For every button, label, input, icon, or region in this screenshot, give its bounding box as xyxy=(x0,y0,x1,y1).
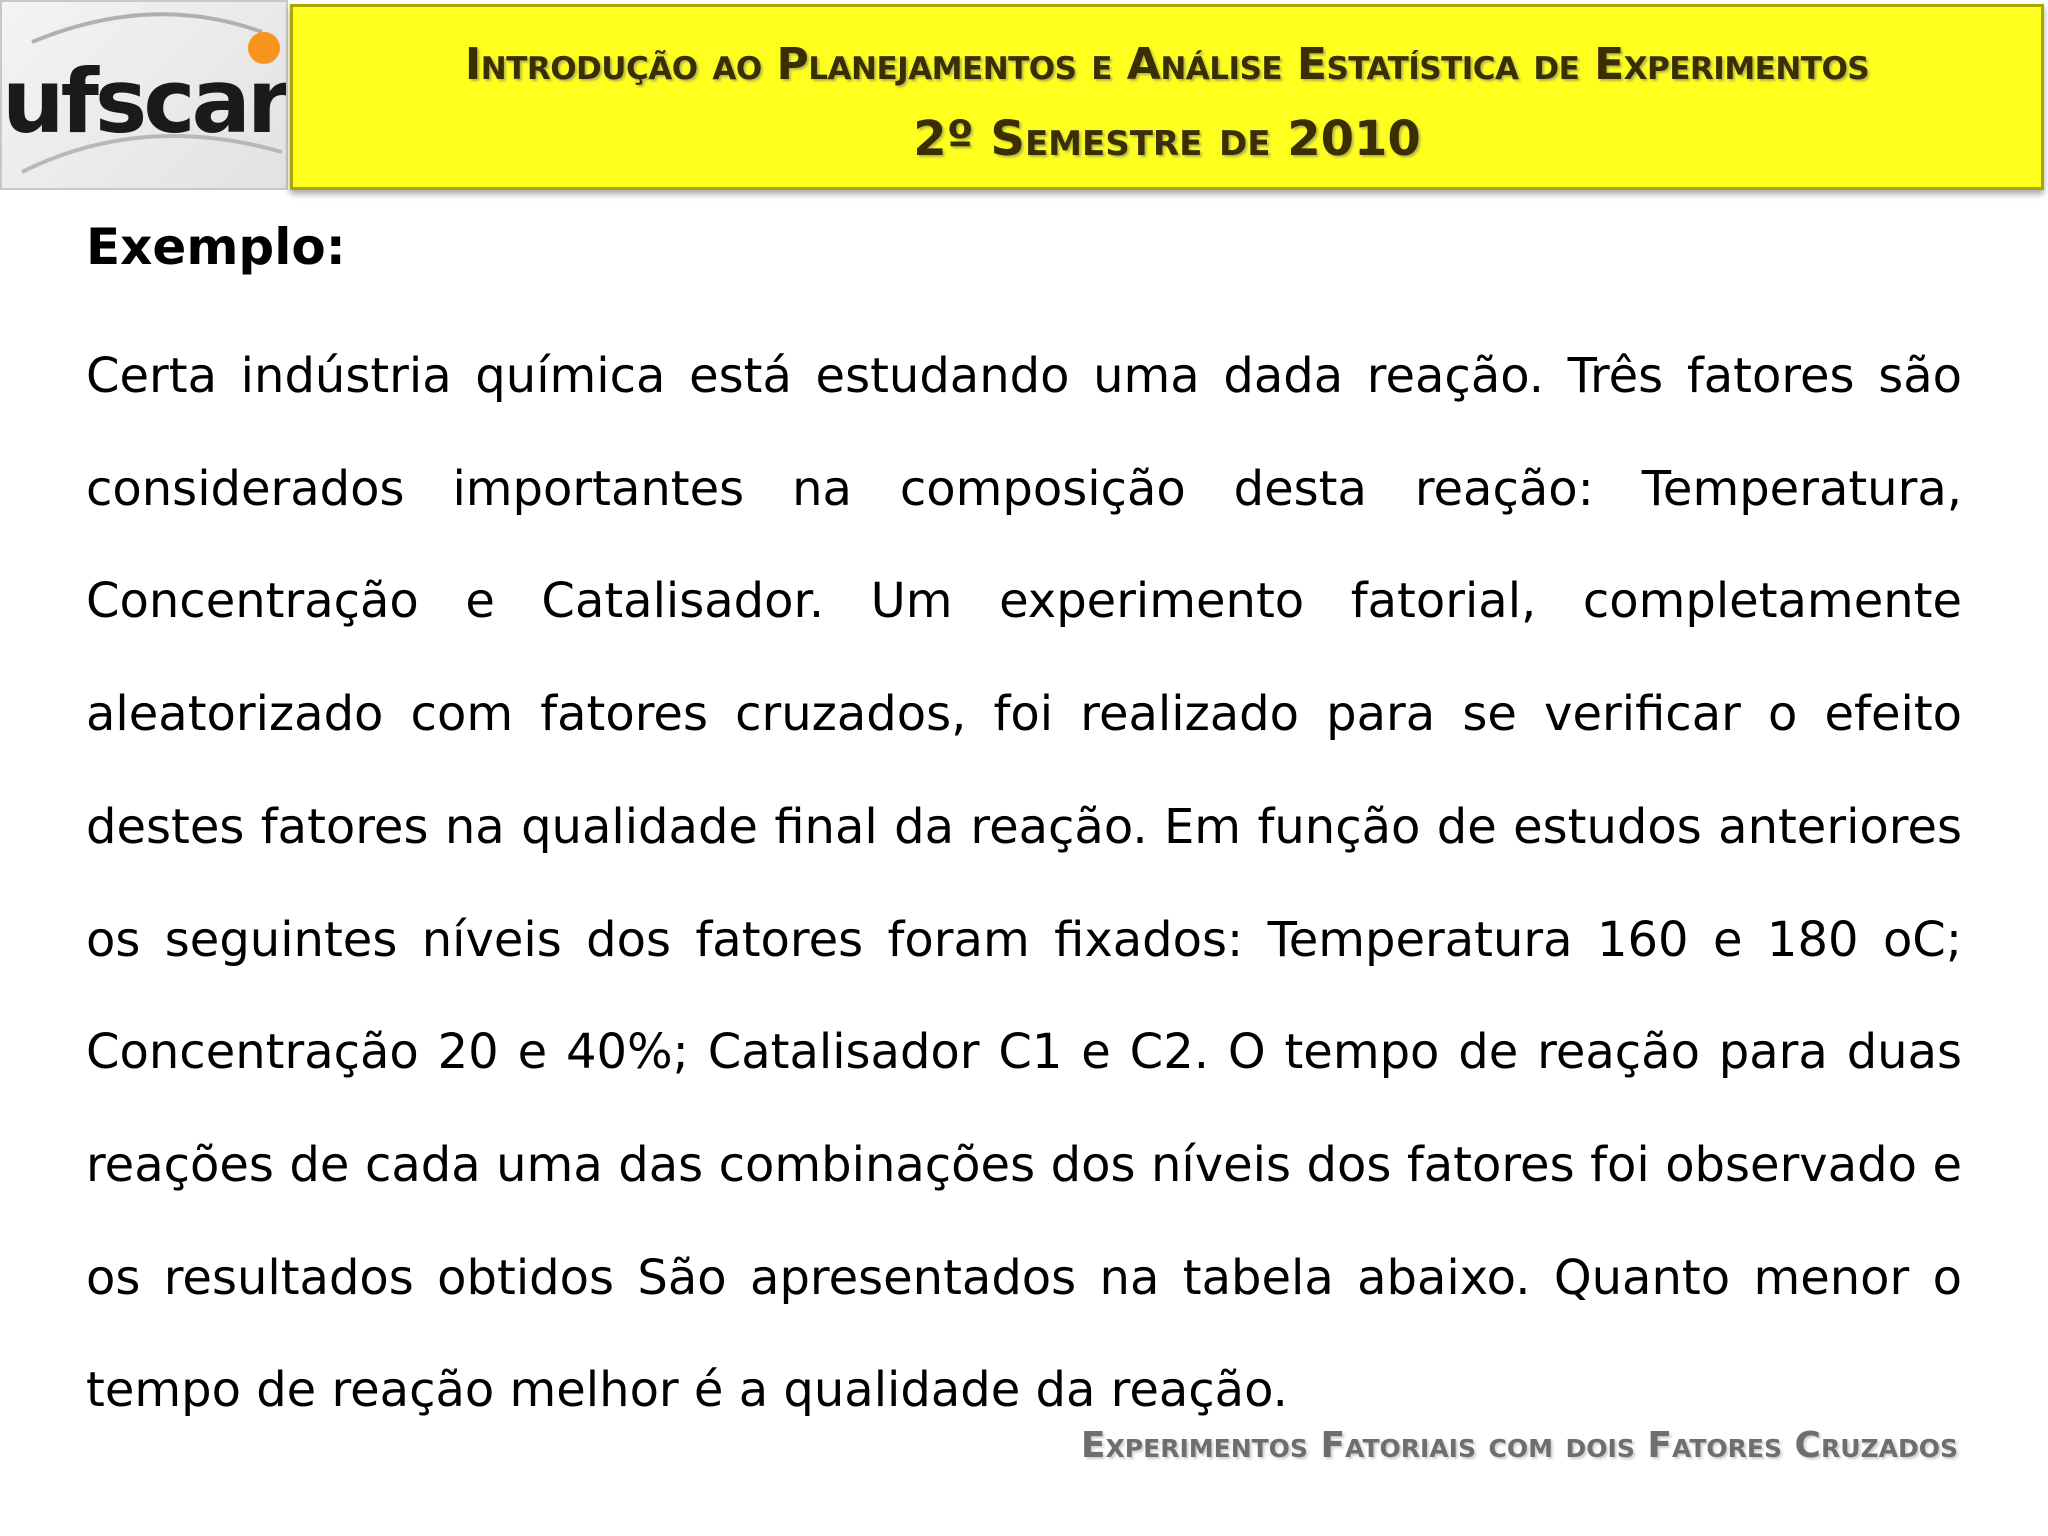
example-paragraph: Certa indústria química está estudando uma dada reação. Três fatores são considerados importantes na composição desta reação: Temperatura, Concentração e Catalisador. Um experimento fatorial, completamente aleatorizado com fatores cruzados, foi realizado para se verificar o efeito destes fatores na qualidade final da reação. Em função de estudos anteriores os seguintes níveis dos fatores foram fixados: Temperatura 160 e 180 oC; Concentração 20 e 40%; Catalisador C1 e C2. O tempo de reação para duas reações de cada uma das combinações dos níveis dos fatores foi observado e os resultados obtidos São apresentados na tabela abaixo. Quanto menor o tempo de reação melhor é a qualidade da reação. xyxy=(86,348,1962,1419)
course-title: Introdução ao Planejamentos e Análise Estatística de Experimentos xyxy=(464,39,1870,90)
ufscar-logo xyxy=(0,0,288,190)
logo-text: ufscar xyxy=(2,50,287,153)
semester-title: 2º Semestre de 2010 xyxy=(913,111,1421,167)
header-banner xyxy=(290,4,2044,190)
footer-title: Experimentos Fatoriais com dois Fatores Cruzados xyxy=(1080,1425,1958,1466)
example-heading: Exemplo: xyxy=(86,218,346,276)
